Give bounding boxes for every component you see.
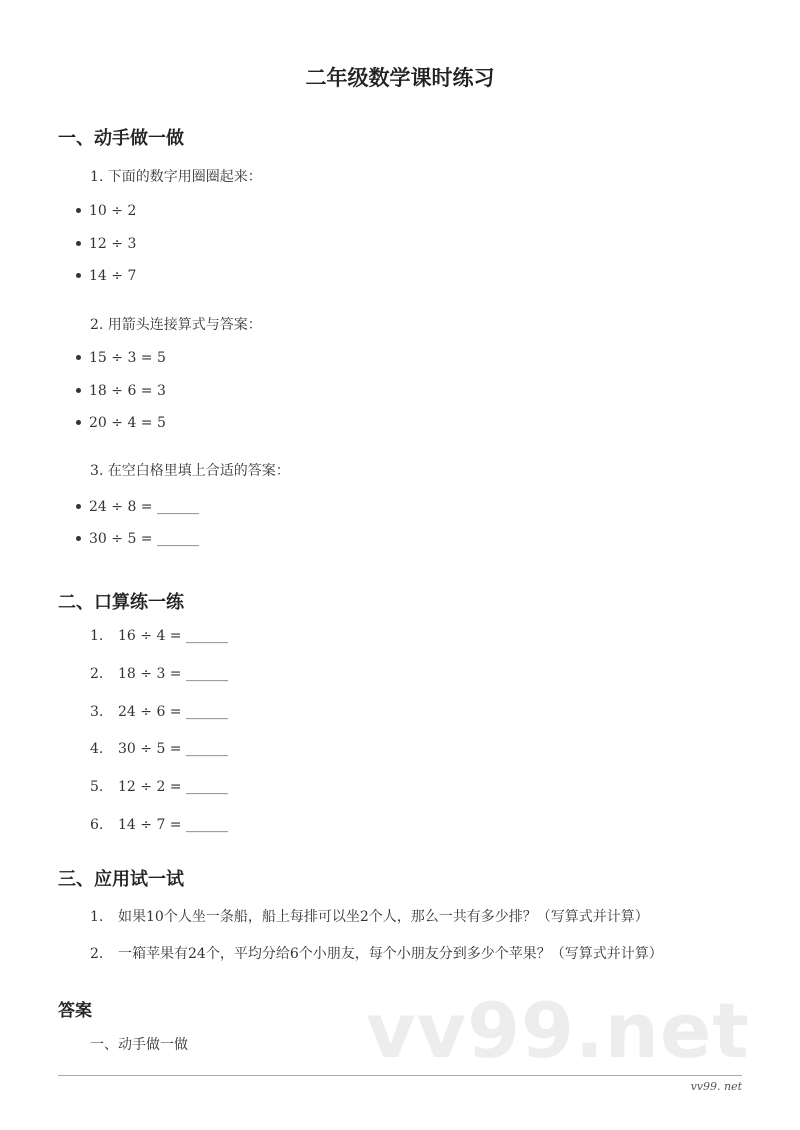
bullet-icon xyxy=(76,504,81,509)
list-item: 5. 12 ÷ 2 = ______ xyxy=(90,779,228,795)
answers-section-1: 一、动手做一做 xyxy=(90,1037,188,1053)
bullet-icon xyxy=(76,241,81,246)
question-1-2: 2. 用箭头连接算式与答案： xyxy=(90,317,262,333)
list-item: 10 ÷ 2 xyxy=(76,203,136,219)
list-item: 14 ÷ 7 xyxy=(76,268,136,284)
list-item: 12 ÷ 3 xyxy=(76,236,136,252)
list-item: 30 ÷ 5 = ______ xyxy=(76,531,199,547)
section-2-heading: 二、口算练一练 xyxy=(58,592,184,613)
footer-divider xyxy=(58,1075,742,1076)
bullet-icon xyxy=(76,355,81,360)
watermark: vv99.net xyxy=(366,986,750,1075)
list-item: 20 ÷ 4 = 5 xyxy=(76,415,166,431)
bullet-icon xyxy=(76,273,81,278)
list-item: 15 ÷ 3 = 5 xyxy=(76,350,166,366)
list-item: 6. 14 ÷ 7 = ______ xyxy=(90,817,228,833)
list-item: 1. 16 ÷ 4 = ______ xyxy=(90,628,228,644)
page-title: 二年级数学课时练习 xyxy=(305,66,495,90)
section-3-heading: 三、应用试一试 xyxy=(58,869,184,890)
question-1-3: 3. 在空白格里填上合适的答案： xyxy=(90,463,290,479)
list-item: 2. 18 ÷ 3 = ______ xyxy=(90,666,228,682)
list-item: 4. 30 ÷ 5 = ______ xyxy=(90,741,228,757)
list-item: 18 ÷ 6 = 3 xyxy=(76,383,166,399)
section-1-heading: 一、动手做一做 xyxy=(58,128,184,149)
bullet-icon xyxy=(76,420,81,425)
bullet-icon xyxy=(76,208,81,213)
list-item: 1. 如果10个人坐一条船，船上每排可以坐2个人，那么一共有多少排？（写算式并计算） xyxy=(90,909,649,925)
bullet-icon xyxy=(76,388,81,393)
list-item: 24 ÷ 8 = ______ xyxy=(76,499,199,515)
question-1-1: 1. 下面的数字用圈圈起来： xyxy=(90,169,262,185)
footer-site: vv99. net xyxy=(690,1080,742,1093)
bullet-icon xyxy=(76,536,81,541)
list-item: 2. 一箱苹果有24个，平均分给6个小朋友，每个小朋友分到多少个苹果？（写算式并计算） xyxy=(90,946,663,962)
answers-heading: 答案 xyxy=(58,1001,92,1021)
list-item: 3. 24 ÷ 6 = ______ xyxy=(90,704,228,720)
